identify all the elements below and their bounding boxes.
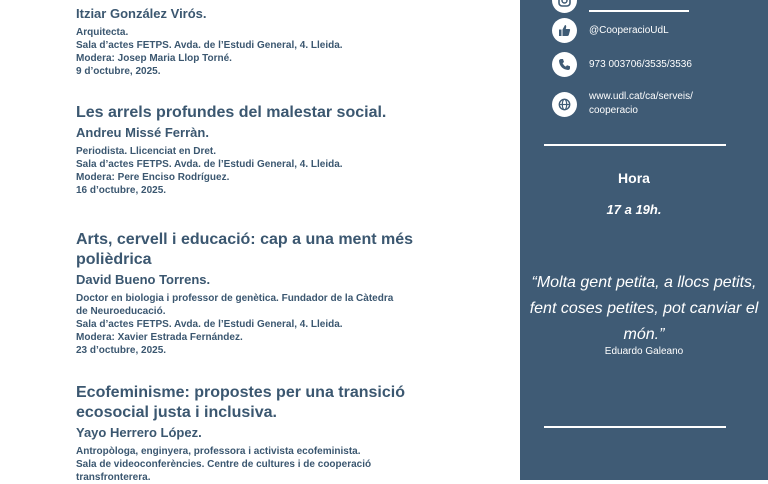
event-title: polièdrica [76,251,152,268]
event-2 [76,103,496,197]
event-detail: Modera: Xavier Estrada Fernández. [76,332,243,343]
website-line[interactable]: www.udl.cat/ca/serveis/ [589,91,693,102]
phone-icon [552,52,577,77]
info-sidebar [520,0,768,480]
quote-author: Eduardo Galeano [604,346,684,357]
event-speaker: David Bueno Torrens. [76,272,211,287]
divider [544,144,726,146]
event-detail: Sala d’actes FETPS. Avda. de l’Estudi General, 4. Lleida. [76,40,343,51]
like-icon [552,18,577,43]
event-3 [76,230,496,357]
website-line[interactable]: cooperacio [589,105,638,116]
event-date: 16 d’octubre, 2025. [76,185,167,196]
hour-label: Hora [618,170,650,186]
event-1 [76,4,496,78]
event-title: Les arrels profundes del malestar social. [76,104,387,121]
event-date: 9 d’octubre, 2025. [76,66,161,77]
contact-web[interactable] [552,90,693,118]
social-handle[interactable]: @CooperacioUdL [589,24,669,36]
quote-text: “Molta gent petita, a llocs petits, fent coses petites, pot canviar el món.” [529,274,759,343]
instagram-icon [552,0,577,13]
event-title: Ecofeminisme: propostes per una transició [76,384,405,401]
event-title: Arts, cervell i educació: cap a una ment més [76,231,414,248]
event-detail: Sala d’actes FETPS. Avda. de l’Estudi General, 4. Lleida. [76,159,343,170]
event-date: 23 d’octubre, 2025. [76,345,167,356]
event-speaker: Yayo Herrero López. [76,425,202,440]
website[interactable] [577,90,693,118]
event-detail: transfronterera. [76,472,151,483]
event-speaker: Andreu Missé Ferràn. [76,125,209,140]
contact-social[interactable] [552,18,669,43]
phone-number[interactable]: 973 003706/3535/3536 [589,58,692,70]
event-detail: de Neuroeducació. [76,306,166,317]
contact-phone[interactable] [552,52,692,77]
hour-value: 17 a 19h. [606,202,662,217]
event-detail: Doctor en biologia i professor de genètica. Fundador de la Càtedra [76,293,394,304]
event-speaker: Itziar González Virós. [76,6,207,21]
contact-partial [552,0,689,13]
event-detail: Sala d’actes FETPS. Avda. de l’Estudi General, 4. Lleida. [76,319,343,330]
event-detail: Periodista. Llicenciat en Dret. [76,146,217,157]
event-detail: Sala de videoconferències. Centre de cultures i de cooperació [76,459,372,470]
divider [544,426,726,428]
event-detail: Antropòloga, enginyera, professora i activista ecofeminista. [76,446,361,457]
event-detail: Arquitecta. [76,27,129,38]
event-detail: Modera: Josep Maria Llop Torné. [76,53,232,64]
event-4 [76,383,496,484]
globe-icon [552,92,577,117]
event-title: ecosocial justa i inclusiva. [76,404,277,421]
event-detail: Modera: Pere Enciso Rodríguez. [76,172,230,183]
